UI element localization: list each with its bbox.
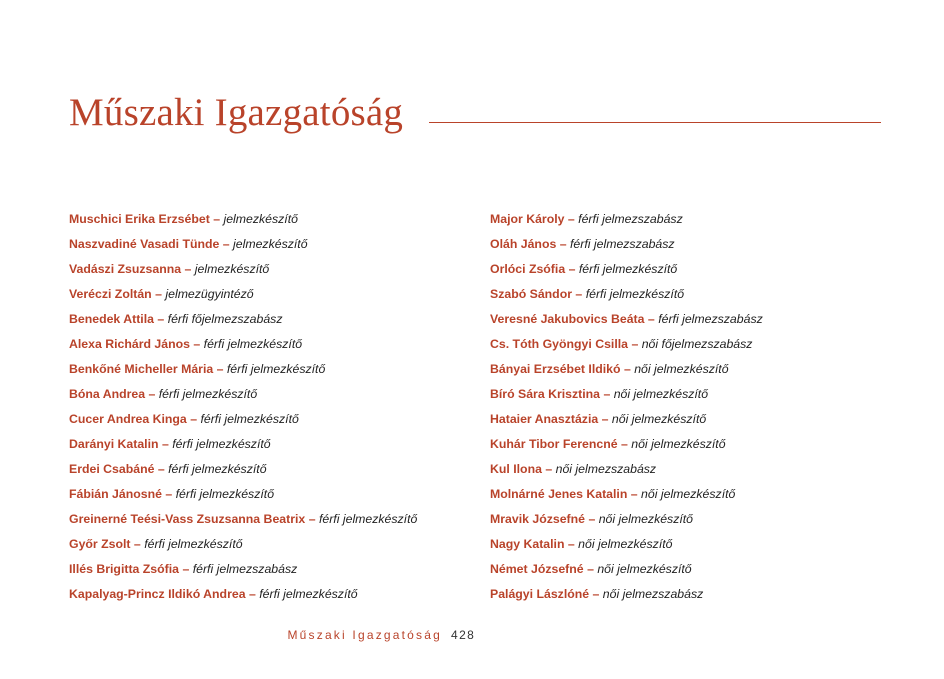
staff-name: Cs. Tóth Gyöngyi Csilla xyxy=(490,337,629,351)
separator-dash: – xyxy=(133,537,141,551)
staff-entry xyxy=(490,307,910,332)
staff-entry xyxy=(69,482,469,507)
separator-dash: – xyxy=(190,412,198,426)
staff-entry xyxy=(490,507,910,532)
separator-dash: – xyxy=(559,237,567,251)
staff-name: Orlóci Zsófia xyxy=(490,262,566,276)
separator-dash: – xyxy=(184,262,192,276)
staff-name: Nagy Katalin xyxy=(490,537,565,551)
staff-name: Palágyi Lászlóné xyxy=(490,587,590,601)
staff-role: női jelmezkészítő xyxy=(598,512,694,526)
staff-role: férfi jelmezkészítő xyxy=(259,587,358,601)
staff-name: Greinerné Teési-Vass Zsuzsanna Beatrix xyxy=(69,512,306,526)
separator-dash: – xyxy=(588,512,596,526)
staff-entry xyxy=(69,457,469,482)
separator-dash: – xyxy=(182,562,190,576)
title-divider xyxy=(429,122,881,123)
staff-role: férfi jelmezkészítő xyxy=(203,337,303,351)
staff-entry xyxy=(69,207,469,232)
staff-role: férfi jelmezkészítő xyxy=(144,537,243,551)
staff-entry xyxy=(490,357,910,382)
staff-role: férfi jelmezkészítő xyxy=(226,362,326,376)
staff-name: Kapalyag-Princz Ildikó Andrea xyxy=(69,587,246,601)
staff-entry xyxy=(69,357,469,382)
staff-role: férfi jelmezkészítő xyxy=(158,387,258,401)
staff-name: Győr Zsolt xyxy=(69,537,131,551)
staff-name: Veréczi Zoltán xyxy=(69,287,152,301)
page-number: 428 xyxy=(451,628,476,642)
page-footer xyxy=(0,625,944,645)
staff-role: női főjelmezszabász xyxy=(641,337,753,351)
separator-dash: – xyxy=(148,387,156,401)
staff-entry xyxy=(490,257,910,282)
staff-name: Benkőné Micheller Mária xyxy=(69,362,214,376)
staff-entry xyxy=(69,307,469,332)
separator-dash: – xyxy=(601,412,609,426)
staff-role: jelmezkészítő xyxy=(223,212,298,226)
staff-name: Major Károly xyxy=(490,212,565,226)
separator-dash: – xyxy=(161,437,169,451)
staff-role: férfi jelmezkészítő xyxy=(172,437,271,451)
staff-entry xyxy=(69,407,469,432)
separator-dash: – xyxy=(545,462,553,476)
staff-entry xyxy=(490,282,910,307)
separator-dash: – xyxy=(155,287,162,301)
staff-name: Molnárné Jenes Katalin xyxy=(490,487,628,501)
separator-dash: – xyxy=(567,537,575,551)
separator-dash: – xyxy=(193,337,201,351)
staff-name: Bíró Sára Krisztina xyxy=(490,387,601,401)
separator-dash: – xyxy=(567,212,575,226)
separator-dash: – xyxy=(157,312,165,326)
staff-name: Erdei Csabáné xyxy=(69,462,155,476)
staff-role: női jelmezkészítő xyxy=(613,387,709,401)
staff-entry xyxy=(490,232,910,257)
footer-section-title: Műszaki Igazgatóság xyxy=(287,628,442,642)
staff-entry xyxy=(490,532,910,557)
separator-dash: – xyxy=(630,487,638,501)
staff-entry xyxy=(69,507,469,532)
staff-role: férfi jelmezszabász xyxy=(578,212,683,226)
staff-entry xyxy=(69,232,469,257)
staff-name: Vadászi Zsuzsanna xyxy=(69,262,182,276)
staff-name: Cucer Andrea Kinga xyxy=(69,412,187,426)
separator-dash: – xyxy=(575,287,583,301)
separator-dash: – xyxy=(213,212,221,226)
separator-dash: – xyxy=(157,462,165,476)
staff-name: Veresné Jakubovics Beáta xyxy=(490,312,645,326)
staff-entry xyxy=(69,557,469,582)
staff-role: férfi főjelmezszabász xyxy=(167,312,283,326)
staff-role: női jelmezkészítő xyxy=(611,412,707,426)
staff-role: férfi jelmezkészítő xyxy=(318,512,418,526)
staff-role: férfi jelmezkészítő xyxy=(200,412,299,426)
staff-role: női jelmezkészítő xyxy=(634,362,729,376)
separator-dash: – xyxy=(631,337,639,351)
staff-entry xyxy=(490,207,910,232)
staff-entry xyxy=(490,482,910,507)
staff-name: Muschici Erika Erzsébet xyxy=(69,212,210,226)
staff-entry xyxy=(490,457,910,482)
separator-dash: – xyxy=(623,362,631,376)
staff-name: Illés Brigitta Zsófia xyxy=(69,562,180,576)
staff-list-right xyxy=(490,207,910,607)
staff-name: Fábián Jánosné xyxy=(69,487,162,501)
staff-entry xyxy=(490,332,910,357)
staff-name: Darányi Katalin xyxy=(69,437,159,451)
staff-role: női jelmezkészítő xyxy=(578,537,673,551)
staff-role: női jelmezkészítő xyxy=(631,437,726,451)
page-title: Műszaki Igazgatóság xyxy=(69,91,404,134)
staff-entry xyxy=(69,532,469,557)
separator-dash: – xyxy=(587,562,594,576)
staff-name: Bányai Erzsébet Ildikó xyxy=(490,362,621,376)
separator-dash: – xyxy=(568,262,576,276)
staff-entry xyxy=(69,432,469,457)
separator-dash: – xyxy=(592,587,600,601)
staff-name: Hataier Anasztázia xyxy=(490,412,599,426)
staff-name: Alexa Richárd János xyxy=(69,337,190,351)
separator-dash: – xyxy=(620,437,628,451)
staff-entry xyxy=(490,432,910,457)
staff-entry xyxy=(69,282,469,307)
staff-name: Kul Ilona xyxy=(490,462,542,476)
staff-name: Naszvadiné Vasadi Tünde xyxy=(69,237,220,251)
staff-name: Mravik Józsefné xyxy=(490,512,586,526)
separator-dash: – xyxy=(248,587,256,601)
staff-role: férfi jelmezkészítő xyxy=(168,462,267,476)
staff-role: jelmezkészítő xyxy=(233,237,308,251)
staff-entry xyxy=(490,407,910,432)
staff-role: női jelmezszabász xyxy=(555,462,657,476)
staff-entry xyxy=(490,382,910,407)
separator-dash: – xyxy=(603,387,611,401)
staff-role: női jelmezszabász xyxy=(602,587,704,601)
staff-entry xyxy=(490,557,910,582)
staff-role: női jelmezkészítő xyxy=(597,562,692,576)
staff-role: férfi jelmezkészítő xyxy=(585,287,685,301)
staff-entry xyxy=(69,257,469,282)
separator-dash: – xyxy=(222,237,230,251)
staff-name: Bóna Andrea xyxy=(69,387,146,401)
staff-entry xyxy=(69,582,469,607)
staff-name: Német Józsefné xyxy=(490,562,584,576)
staff-name: Oláh János xyxy=(490,237,557,251)
staff-name: Kuhár Tibor Ferencné xyxy=(490,437,618,451)
separator-dash: – xyxy=(308,512,316,526)
staff-list-left xyxy=(69,207,469,607)
staff-role: női jelmezkészítő xyxy=(641,487,736,501)
staff-role: férfi jelmezkészítő xyxy=(175,487,275,501)
staff-role: férfi jelmezkészítő xyxy=(578,262,678,276)
staff-role: jelmezkészítő xyxy=(194,262,270,276)
staff-name: Benedek Attila xyxy=(69,312,154,326)
separator-dash: – xyxy=(165,487,173,501)
staff-role: férfi jelmezszabász xyxy=(192,562,298,576)
staff-entry xyxy=(69,382,469,407)
staff-role: férfi jelmezszabász xyxy=(658,312,763,326)
separator-dash: – xyxy=(647,312,655,326)
staff-name: Szabó Sándor xyxy=(490,287,572,301)
staff-entry xyxy=(490,582,910,607)
separator-dash: – xyxy=(216,362,224,376)
staff-role: jelmezügyintéző xyxy=(165,287,254,301)
staff-role: férfi jelmezszabász xyxy=(569,237,675,251)
staff-entry xyxy=(69,332,469,357)
